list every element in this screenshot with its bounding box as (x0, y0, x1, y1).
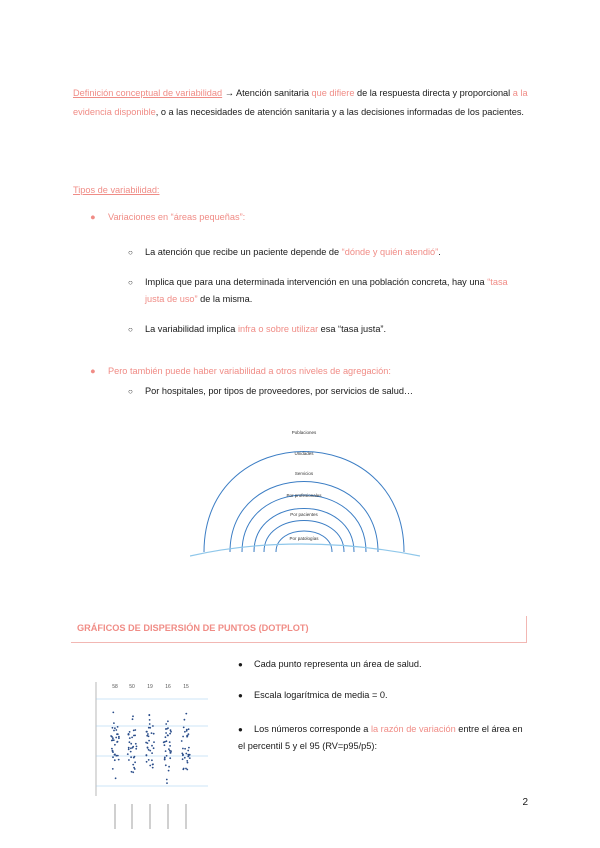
definition-paragraph (73, 84, 528, 122)
dotplot-col-label: 16 (165, 684, 171, 690)
bullet-variaciones (90, 212, 245, 222)
circle-bullet-icon: ○ (128, 325, 133, 334)
dotplot-point (134, 768, 136, 770)
dotplot-point (113, 730, 115, 732)
level-label-pacientes: Por pacientes (290, 512, 318, 517)
dotplot-point (165, 732, 167, 734)
dotplot-point (115, 777, 117, 779)
dotplot-point (181, 740, 183, 742)
dotplot-point (134, 761, 136, 763)
dotplot-point (165, 750, 167, 752)
dotplot-point (187, 750, 189, 752)
bullet-dot-icon: ● (238, 691, 243, 700)
dotplot-point (187, 754, 189, 756)
dotplot-point (169, 745, 171, 747)
dotplot-point (149, 765, 151, 767)
sub-2-text-1: Implica que para una determinada intervención en una población concreta, hay una (145, 277, 488, 287)
dotplot-figure (88, 664, 208, 834)
dotplot-point (164, 744, 166, 746)
dotplot-point (153, 747, 155, 749)
dotplot-point (166, 782, 168, 784)
dotplot-point (112, 737, 114, 739)
definition-term: Definición conceptual de variabilidad (73, 88, 223, 98)
dotplot-point (184, 757, 186, 759)
dotplot-point (165, 764, 167, 766)
dotplot-point (151, 745, 153, 747)
dotplot-col-label: 50 (129, 684, 135, 690)
dotplot-point (128, 749, 130, 751)
tipos-heading: Tipos de variabilidad: (73, 185, 160, 195)
dotplot-point (112, 727, 114, 729)
dotplot-point (182, 748, 184, 750)
dotplot-point (146, 731, 148, 733)
bullet-niveles-label: Pero también puede haber variabilidad a otros niveles de agregación: (108, 366, 391, 376)
dotplot-point (128, 759, 130, 761)
dotplot-bullet-3-text-2: entre el área en el percentil 5 y el 95 (RV=p95/p5): (238, 724, 523, 751)
dotplot-point (189, 757, 191, 759)
dotplot-point (169, 752, 171, 754)
dotplot-point (152, 725, 154, 727)
bullet-niveles (90, 366, 391, 376)
level-ring-6 (276, 531, 332, 552)
dotplot-col-label: 58 (112, 684, 118, 690)
dotplot-point (145, 742, 147, 744)
dotplot-point (112, 756, 114, 758)
level-label-patologias: Por patologías (289, 536, 319, 541)
dotplot-point (170, 729, 172, 731)
dotplot-point (182, 758, 184, 760)
page-number: 2 (522, 797, 528, 808)
dotplot-point (149, 723, 151, 725)
dotplot-point (130, 756, 132, 758)
baseline-curve (190, 544, 420, 556)
dotplot-point (114, 759, 116, 761)
sub-bullet-1 (128, 244, 528, 261)
dotplot-point (184, 719, 186, 721)
dotplot-point (152, 764, 154, 766)
dotplot-point (149, 750, 151, 752)
sub-3-highlight: infra o sobre utilizar (237, 324, 319, 334)
dotplot-point (118, 736, 120, 738)
level-label-poblaciones: Poblaciones (291, 430, 317, 435)
definition-text-1: Atención sanitaria (235, 88, 312, 98)
dotplot-point (128, 733, 130, 735)
dotplot-point (146, 754, 148, 756)
dotplot-point (132, 771, 134, 773)
definition-text-3: , o a las necesidades de atención sanitaria y a las decisiones informadas de los pacientes. (155, 107, 524, 117)
level-label-unidades: Unidades (294, 451, 314, 456)
dotplot-point (153, 733, 155, 735)
dotplot-point (187, 762, 189, 764)
sub-1-text-2: . (438, 247, 441, 257)
dotplot-point (166, 779, 168, 781)
definition-arrow: → (222, 88, 236, 98)
sub-3-text-1: La variabilidad implica (145, 324, 238, 334)
level-label-servicios: Servicios (294, 471, 314, 476)
dotplot-point (148, 735, 150, 737)
dotplot-point (148, 740, 150, 742)
sub-1-highlight: “dónde y quién atendió” (341, 247, 439, 257)
dotplot-point (116, 733, 118, 735)
dotplot-bullet-1-text: Cada punto representa un área de salud. (254, 659, 422, 669)
dotplot-point (117, 726, 119, 728)
dotplot-point (129, 737, 131, 739)
dotplot-point (151, 752, 153, 754)
dotplot-point (168, 770, 170, 772)
dotplot-section-box (71, 616, 527, 643)
dotplot-point (114, 744, 116, 746)
dotplot-point (130, 751, 132, 753)
definition-highlight-2: a la evidencia disponible (73, 88, 528, 117)
dotplot-point (148, 749, 150, 751)
dotplot-point (169, 741, 171, 743)
dotplot-point (187, 756, 189, 758)
bullet-dot-icon: ● (90, 212, 96, 222)
sub-bullet-3 (128, 321, 528, 338)
dotplot-point (186, 769, 188, 771)
dotplot-col-label: 19 (147, 684, 153, 690)
dotplot-point (135, 748, 137, 750)
dotplot-point (153, 741, 155, 743)
dotplot-point (185, 713, 187, 715)
bullet-variaciones-label: Variaciones en “áreas pequeñas”: (108, 212, 246, 222)
sub-3-text-2: esa “tasa justa”. (318, 324, 387, 334)
dotplot-point (167, 734, 169, 736)
dotplot-point (149, 719, 151, 721)
dotplot-point (169, 757, 171, 759)
dotplot-col-label: 15 (183, 684, 189, 690)
dotplot-point (188, 733, 190, 735)
dotplot-point (186, 760, 188, 762)
dotplot-point (147, 733, 149, 735)
dotplot-point (183, 768, 185, 770)
sub-2-highlight: “tasa justa de uso” (145, 277, 508, 304)
dotplot-point (129, 731, 131, 733)
bullet-dot-icon: ● (90, 366, 96, 376)
dotplot-bullet-1 (238, 659, 422, 669)
sub-1-text-1: La atención que recibe un paciente depende de (145, 247, 342, 257)
dotplot-point (112, 712, 114, 714)
dotplot-point (165, 728, 167, 730)
dotplot-point (130, 747, 132, 749)
circle-bullet-icon: ○ (128, 248, 133, 257)
dotplot-point (151, 759, 153, 761)
dotplot-point (111, 748, 113, 750)
dotplot-point (114, 754, 116, 756)
dotplot-point (182, 736, 184, 738)
dotplot-bullet-3-highlight: la razón de variación (370, 724, 456, 734)
sub-2-text-2: de la misma. (197, 294, 253, 304)
dotplot-point (184, 731, 186, 733)
dotplot-point (132, 764, 134, 766)
dotplot-point (185, 753, 187, 755)
dotplot-point (148, 759, 150, 761)
dotplot-point (167, 720, 169, 722)
dotplot-point (116, 741, 118, 743)
dotplot-point (117, 755, 119, 757)
dotplot-point (115, 737, 117, 739)
bullet-dot-icon: ● (238, 660, 243, 669)
dotplot-point (132, 746, 134, 748)
dotplot-point (152, 767, 154, 769)
dotplot-section-title: GRÁFICOS DE DISPERSIÓN DE PUNTOS (DOTPLOT) (77, 623, 309, 633)
dotplot-point (127, 753, 129, 755)
dotplot-point (165, 736, 167, 738)
dotplot-bullet-3-text-1: Los números corresponde a (254, 724, 371, 734)
dotplot-point (186, 729, 188, 731)
definition-highlight-1: que difiere (311, 88, 355, 98)
dotplot-point (168, 766, 170, 768)
dotplot-bullet-2 (238, 690, 388, 700)
dotplot-point (115, 729, 117, 731)
dotplot-point (188, 728, 190, 730)
dotplot-point (132, 715, 134, 717)
dotplot-point (170, 731, 172, 733)
dotplot-point (164, 757, 166, 759)
dotplot-point (131, 737, 133, 739)
sub-niveles-text: Por hospitales, por tipos de proveedores, por servicios de salud… (145, 386, 414, 396)
dotplot-point (111, 740, 113, 742)
dotplot-point (128, 747, 130, 749)
dotplot-point (114, 727, 116, 729)
bullet-dot-icon: ● (238, 725, 243, 734)
nested-levels-diagram (190, 398, 420, 560)
dotplot-point (131, 771, 133, 773)
dotplot-point (111, 736, 113, 738)
circle-bullet-icon: ○ (128, 387, 133, 396)
dotplot-point (136, 746, 138, 748)
dotplot-point (146, 761, 148, 763)
dotplot-point (165, 723, 167, 725)
dotplot-point (188, 747, 190, 749)
dotplot-point (187, 735, 189, 737)
dotplot-point (129, 741, 131, 743)
dotplot-bullet-2-text: Escala logarítmica de media = 0. (254, 690, 388, 700)
dotplot-point (151, 732, 153, 734)
dotplot-point (113, 739, 115, 741)
dotplot-point (183, 727, 185, 729)
dotplot-point (148, 714, 150, 716)
dotplot-bullet-3 (238, 721, 528, 755)
dotplot-point (169, 733, 171, 735)
sub-bullet-2 (128, 274, 528, 308)
dotplot-point (135, 743, 137, 745)
level-label-profesionales: Por profesionales (286, 493, 322, 498)
dotplot-point (112, 750, 114, 752)
dotplot-point (168, 748, 170, 750)
dotplot-point (112, 768, 114, 770)
circle-bullet-icon: ○ (128, 278, 133, 287)
dotplot-point (113, 722, 115, 724)
definition-text-2: de la respuesta directa y proporcional (354, 88, 513, 98)
dotplot-point (118, 759, 120, 761)
dotplot-point (133, 757, 135, 759)
dotplot-point (184, 748, 186, 750)
dotplot-point (182, 754, 184, 756)
dotplot-point (147, 747, 149, 749)
dotplot-point (149, 727, 151, 729)
dotplot-point (130, 743, 132, 745)
dotplot-point (133, 735, 135, 737)
dotplot-point (170, 750, 172, 752)
dotplot-point (166, 755, 168, 757)
dotplot-point (164, 741, 166, 743)
dotplot-point (133, 730, 135, 732)
dotplot-point (134, 729, 136, 731)
dotplot-point (132, 718, 134, 720)
